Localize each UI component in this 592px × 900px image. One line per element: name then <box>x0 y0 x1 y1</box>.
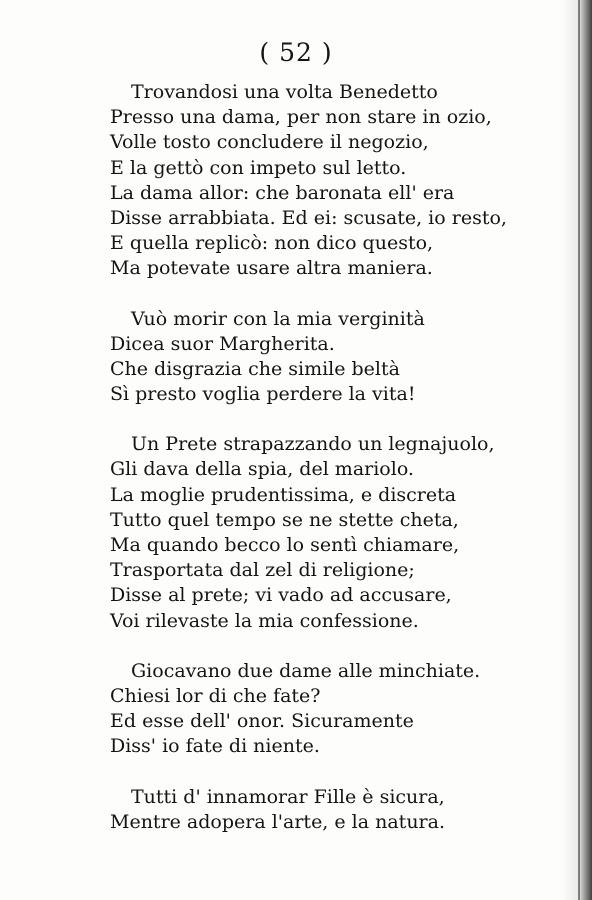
page-number: ( 52 ) <box>259 38 333 67</box>
verse-line: Mentre adopera l'arte, e la natura. <box>110 810 446 833</box>
verse-line: Dicea suor Margherita. <box>110 332 335 355</box>
verse-line: La moglie prudentissima, e discreta <box>110 483 457 506</box>
verse-line: Volle tosto concludere il negozio, <box>110 131 429 154</box>
verse-line: Disse arrabbiata. Ed ei: scusate, io resto, <box>110 206 507 229</box>
verse-line: Disse al prete; vi vado ad accusare, <box>110 584 452 607</box>
verse-line: La dama allor: che baronata ell' era <box>110 181 455 204</box>
verse-line: Gli dava della spia, del mariolo. <box>110 458 414 481</box>
verse-line: Trovandosi una volta Benedetto <box>131 81 438 103</box>
verse-line: Un Prete strapazzando un legnajuolo, <box>131 433 495 456</box>
stanza-4 <box>110 659 530 760</box>
verse-line: E la gettò con impeto sul letto. <box>110 156 407 179</box>
verse-line: Voi rilevaste la mia confessione. <box>110 609 419 632</box>
verse-line: Vuò morir con la mia verginità <box>131 307 425 330</box>
verse-line: Trasportata dal zel di religione; <box>110 559 415 582</box>
verse-line: Giocavano due dame alle minchiate. <box>131 659 481 682</box>
verse-line: Diss' io fate di niente. <box>110 735 320 758</box>
page-edge-line <box>578 0 580 900</box>
verse-line: E quella replicò: non dico questo, <box>110 232 434 255</box>
stanza-5 <box>110 785 530 835</box>
verse-line: Tutti d' innamorar Fille è sicura, <box>131 785 445 808</box>
verse-line: Chiesi lor di che fate? <box>110 684 321 707</box>
verse-line: Ed esse dell' onor. Sicuramente <box>110 710 414 733</box>
stanza-1 <box>110 80 530 282</box>
verse-line: Ma quando becco lo sentì chiamare, <box>110 534 460 556</box>
page-edge-shadow <box>562 0 592 900</box>
stanza-2 <box>110 307 530 408</box>
poem-text-block <box>110 80 530 860</box>
verse-line: Ma potevate usare altra maniera. <box>110 257 433 280</box>
verse-line: Tutto quel tempo se ne stette cheta, <box>110 508 459 531</box>
verse-line: Sì presto voglia perdere la vita! <box>110 383 416 406</box>
stanza-3 <box>110 432 530 634</box>
verse-line: Presso una dama, per non stare in ozio, <box>110 106 492 129</box>
verse-line: Che disgrazia che simile beltà <box>110 357 400 380</box>
